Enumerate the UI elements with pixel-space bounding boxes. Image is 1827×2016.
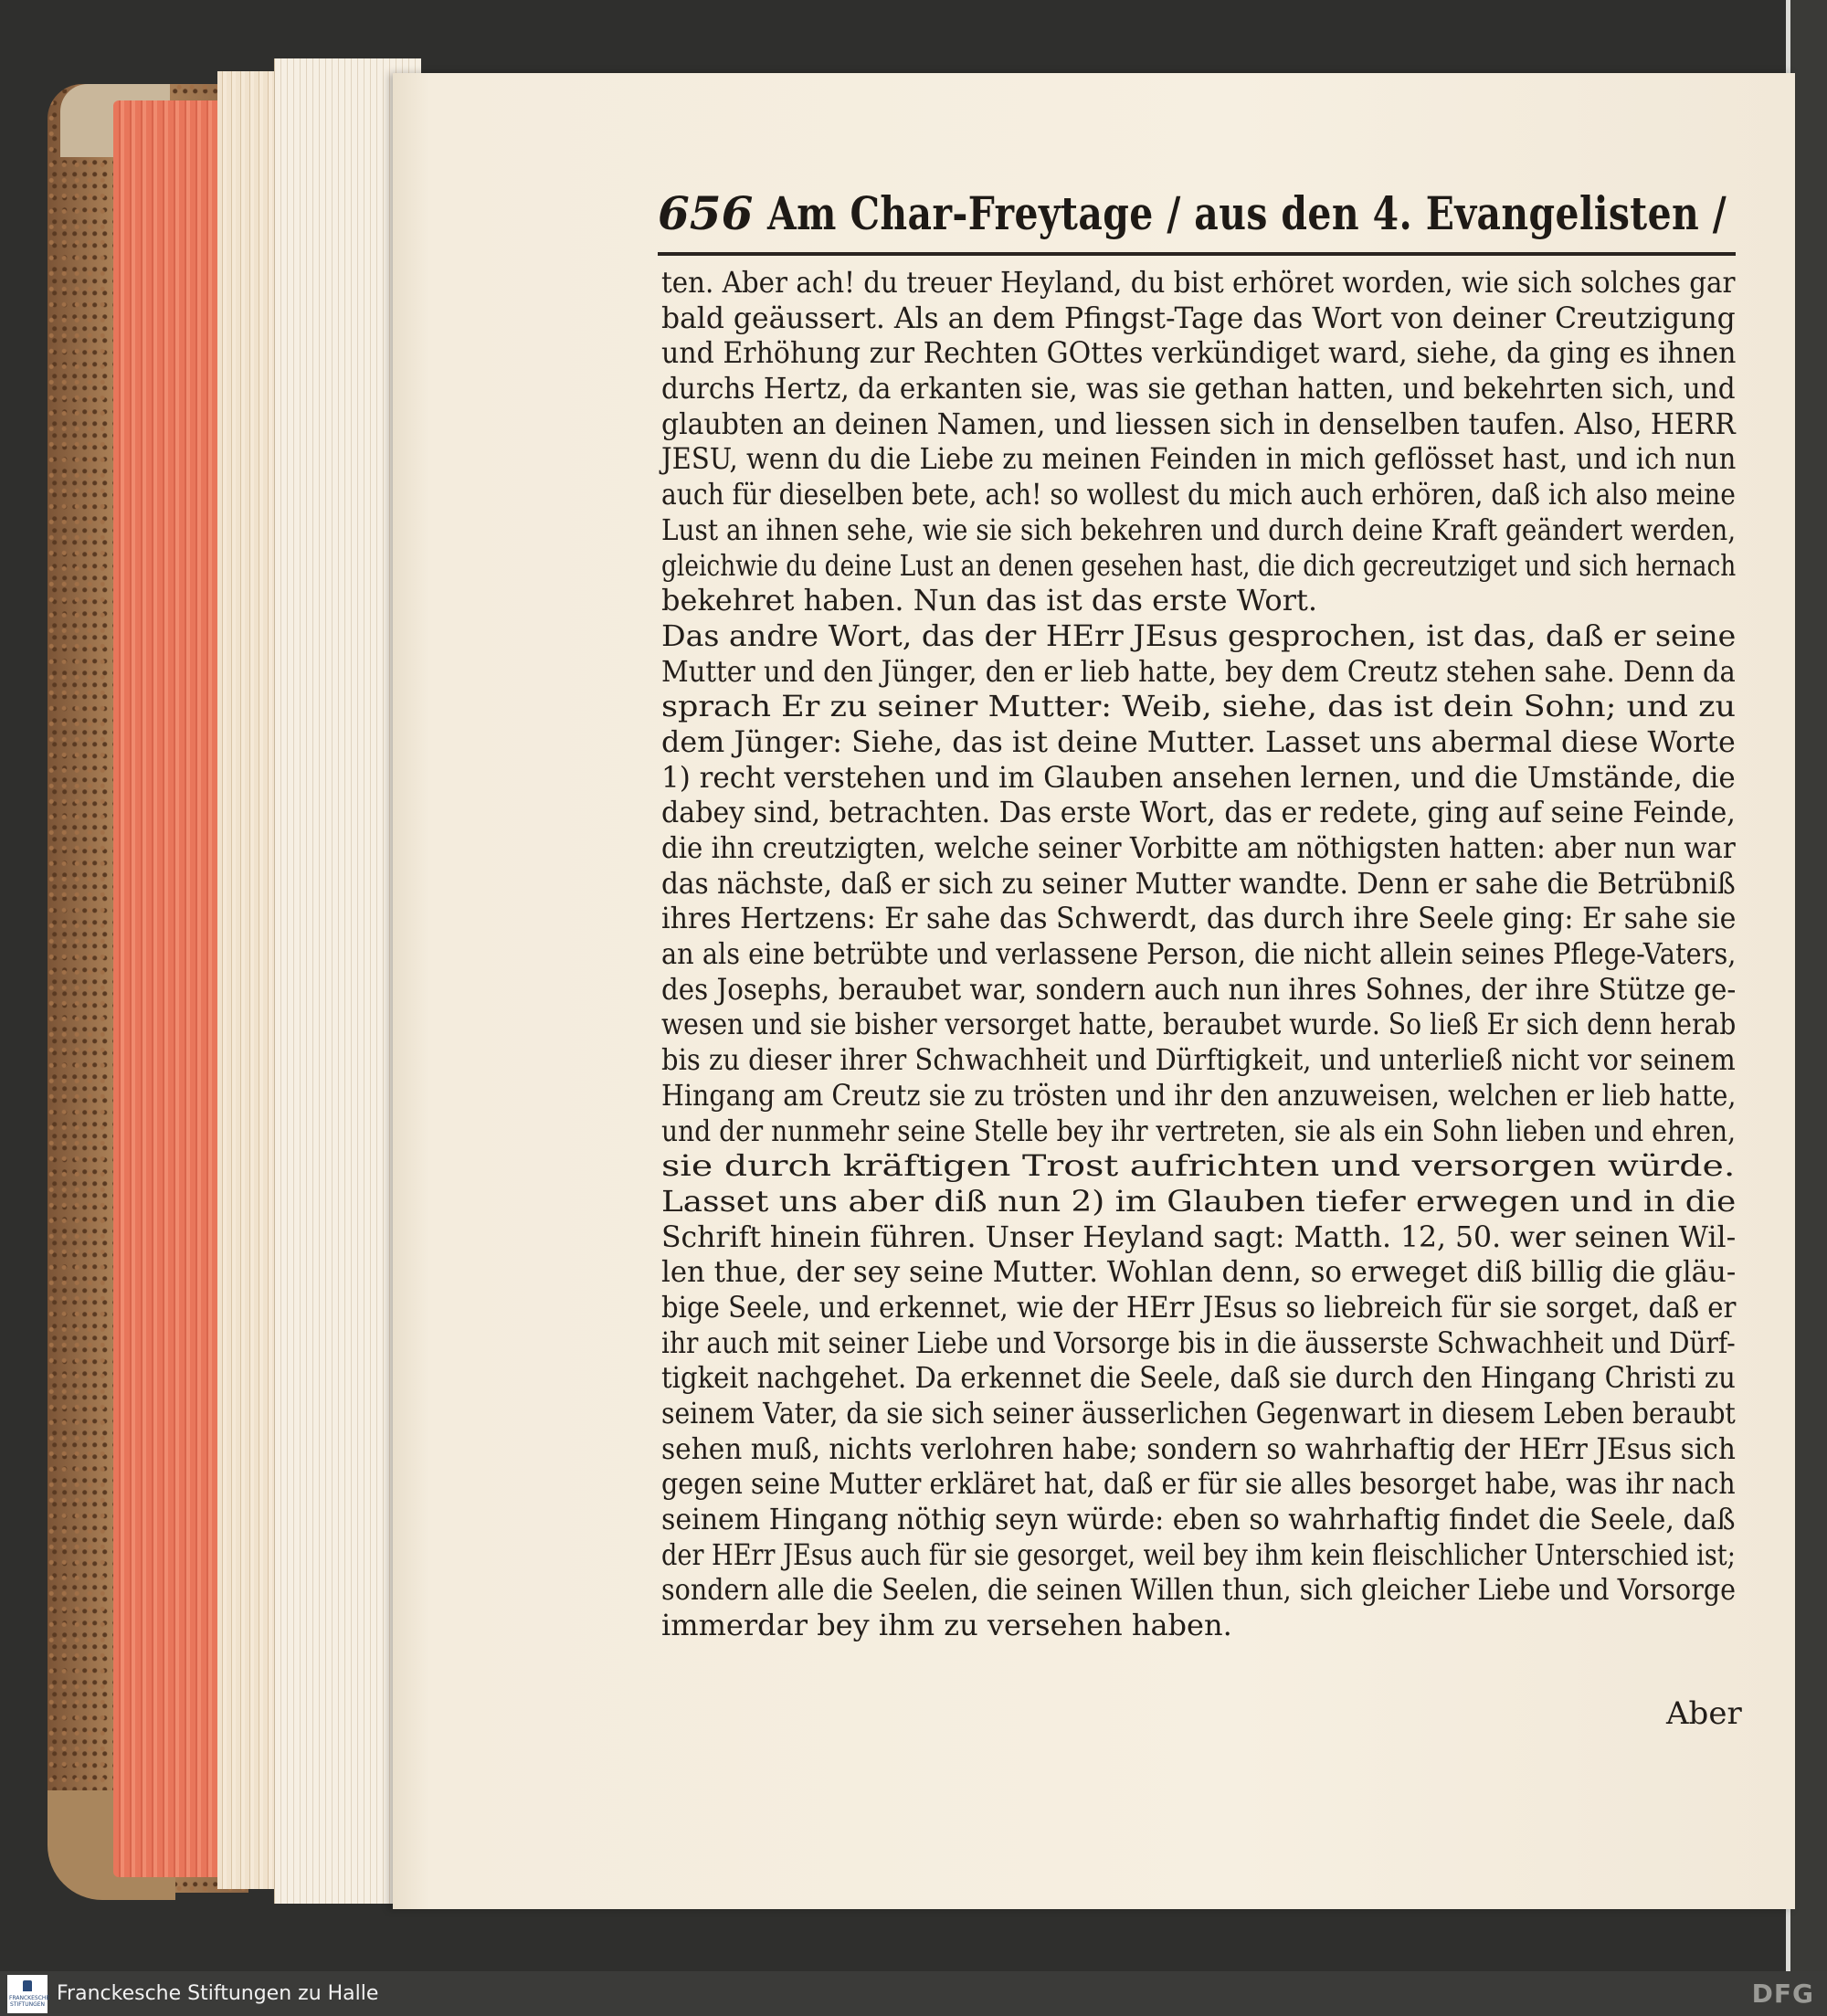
text-line: sehen muß, nichts verlohren habe; sondern so wahrhaftig der HErr JEsus sich	[661, 1430, 1736, 1466]
text-line: sie durch kräftigen Trost aufrichten und versorgen würde.	[661, 1148, 1736, 1184]
text-line: sondern alle die Seelen, die seinen Willen thun, sich gleicher Liebe und Vorsorge	[661, 1572, 1736, 1608]
running-title: Am Char-Freytage / aus den 4. Evangelisten /	[767, 186, 1727, 240]
page-number: 656	[658, 186, 754, 240]
text-line: ihr auch mit seiner Liebe und Vorsorge bis in die äusserste Schwachheit und Dürf-	[661, 1325, 1736, 1360]
text-line: tigkeit nachgehet. Da erkennet die Seele, daß sie durch den Hingang Christi zu	[661, 1360, 1736, 1396]
text-line: ten. Aber ach! du treuer Heyland, du bist erhöret worden, wie sich solches gar	[661, 265, 1736, 300]
text-line: 1) recht verstehen und im Glauben ansehen lernen, und die Umstände, die	[661, 759, 1736, 795]
text-line: dabey sind, betrachten. Das erste Wort, das er redete, ging auf seine Feinde,	[661, 795, 1736, 830]
institution-name[interactable]: Franckesche Stiftungen zu Halle	[57, 1982, 379, 2005]
scan-background-right	[1790, 0, 1827, 1971]
text-line: sprach Er zu seiner Mutter: Weib, siehe, das ist dein Sohn; und zu	[661, 689, 1737, 724]
page-header	[658, 186, 1736, 259]
page-text	[661, 265, 1739, 1643]
institution-logo[interactable]	[7, 1975, 48, 2013]
text-line: bige Seele, und erkennet, wie der HErr JEsus so liebreich für sie sorget, daß er	[661, 1289, 1737, 1325]
dfg-logo[interactable]: DFG	[1751, 1979, 1814, 2009]
text-line: seinem Vater, da sie sich seiner äusserlichen Gegenwart in diesem Leben beraubt	[661, 1396, 1736, 1430]
logo-text: FRANCKESCHE STIFTUNGEN	[9, 1995, 50, 2008]
text-line: an als eine betrübte und verlassene Person, die nicht allein seines Pflege-Vaters,	[661, 936, 1737, 972]
text-line: der HErr JEsus auch für sie gesorget, weil bey ihm kein fleischlicher Unterschied ist;	[661, 1536, 1736, 1572]
viewer-footer	[0, 1971, 1827, 2016]
text-line: bald geäussert. Als an dem Pfingst-Tage das Wort von deiner Creutzigung	[661, 300, 1736, 335]
text-line: die ihn creutzigten, welche seiner Vorbitte am nöthigsten hatten: aber nun war	[661, 830, 1736, 865]
red-page-edges	[113, 100, 223, 1877]
text-line: Schrift hinein führen. Unser Heyland sagt: Matth. 12, 50. wer seinen Wil-	[661, 1219, 1737, 1254]
text-line: ihres Hertzens: Er sahe das Schwerdt, das durch ihre Seele ging: Er sahe sie	[661, 901, 1737, 936]
text-line: Das andre Wort, das der HErr JEsus gesprochen, ist das, daß er seine	[661, 617, 1737, 653]
text-line: wesen und sie bisher versorget hatte, beraubet wurde. So ließ Er sich denn herab	[661, 1007, 1737, 1042]
header-rule	[658, 252, 1736, 256]
text-line: Hingang am Creutz sie zu trösten und ihr den anzuweisen, welchen er lieb hatte,	[661, 1077, 1737, 1113]
text-line: und Erhöhung zur Rechten GOttes verkündiget ward, siehe, da ging es ihnen	[661, 335, 1737, 371]
text-line: glaubten an deinen Namen, und liessen sich in denselben taufen. Also, HERR	[661, 406, 1736, 441]
text-line: gegen seine Mutter erkläret hat, daß er für sie alles besorget habe, was ihr nach	[661, 1466, 1736, 1502]
text-line: des Josephs, beraubet war, sondern auch nun ihres Sohnes, der ihre Stütze ge-	[661, 971, 1737, 1007]
text-line: seinem Hingang nöthig seyn würde: eben so wahrhaftig findet die Seele, daß	[661, 1502, 1736, 1537]
text-line: immerdar bey ihm zu versehen haben.	[661, 1608, 1232, 1643]
text-line: dem Jünger: Siehe, das ist deine Mutter. Lasset uns abermal diese Worte	[661, 723, 1736, 759]
text-line: bekehret haben. Nun das ist das erste Wort.	[661, 583, 1318, 618]
text-line: durchs Hertz, da erkanten sie, was sie gethan hatten, und bekehrten sich, und	[661, 371, 1736, 406]
text-line: JESU, wenn du die Liebe zu meinen Feinden in mich geflösset hast, und ich nun	[661, 441, 1737, 477]
building-icon	[23, 1980, 32, 1991]
catchword: Aber	[1666, 1695, 1742, 1732]
text-line: das nächste, daß er sich zu seiner Mutter wandte. Denn er sahe die Betrübniß	[661, 865, 1736, 901]
text-line: bis zu dieser ihrer Schwachheit und Dürftigkeit, und unterließ nicht vor seinem	[661, 1042, 1736, 1078]
text-line: auch für dieselben bete, ach! so wollest du mich auch erhören, daß ich also meine	[661, 477, 1736, 512]
text-line: und der nunmehr seine Stelle bey ihr vertreten, sie als ein Sohn lieben und ehren,	[661, 1113, 1737, 1148]
text-line: Lasset uns aber diß nun 2) im Glauben tiefer erwegen und in die	[661, 1183, 1737, 1219]
text-line: gleichwie du deine Lust an denen gesehen hast, die dich gecreutziget und sich hernach	[661, 547, 1737, 583]
text-line: Lust an ihnen sehe, wie sie sich bekehren und durch deine Kraft geändert werden,	[661, 512, 1737, 547]
text-line: len thue, der sey seine Mutter. Wohlan denn, so erweget diß billig die gläu-	[661, 1254, 1737, 1290]
text-line: Mutter und den Jünger, den er lieb hatte, bey dem Creutz stehen sahe. Denn da	[661, 653, 1736, 689]
